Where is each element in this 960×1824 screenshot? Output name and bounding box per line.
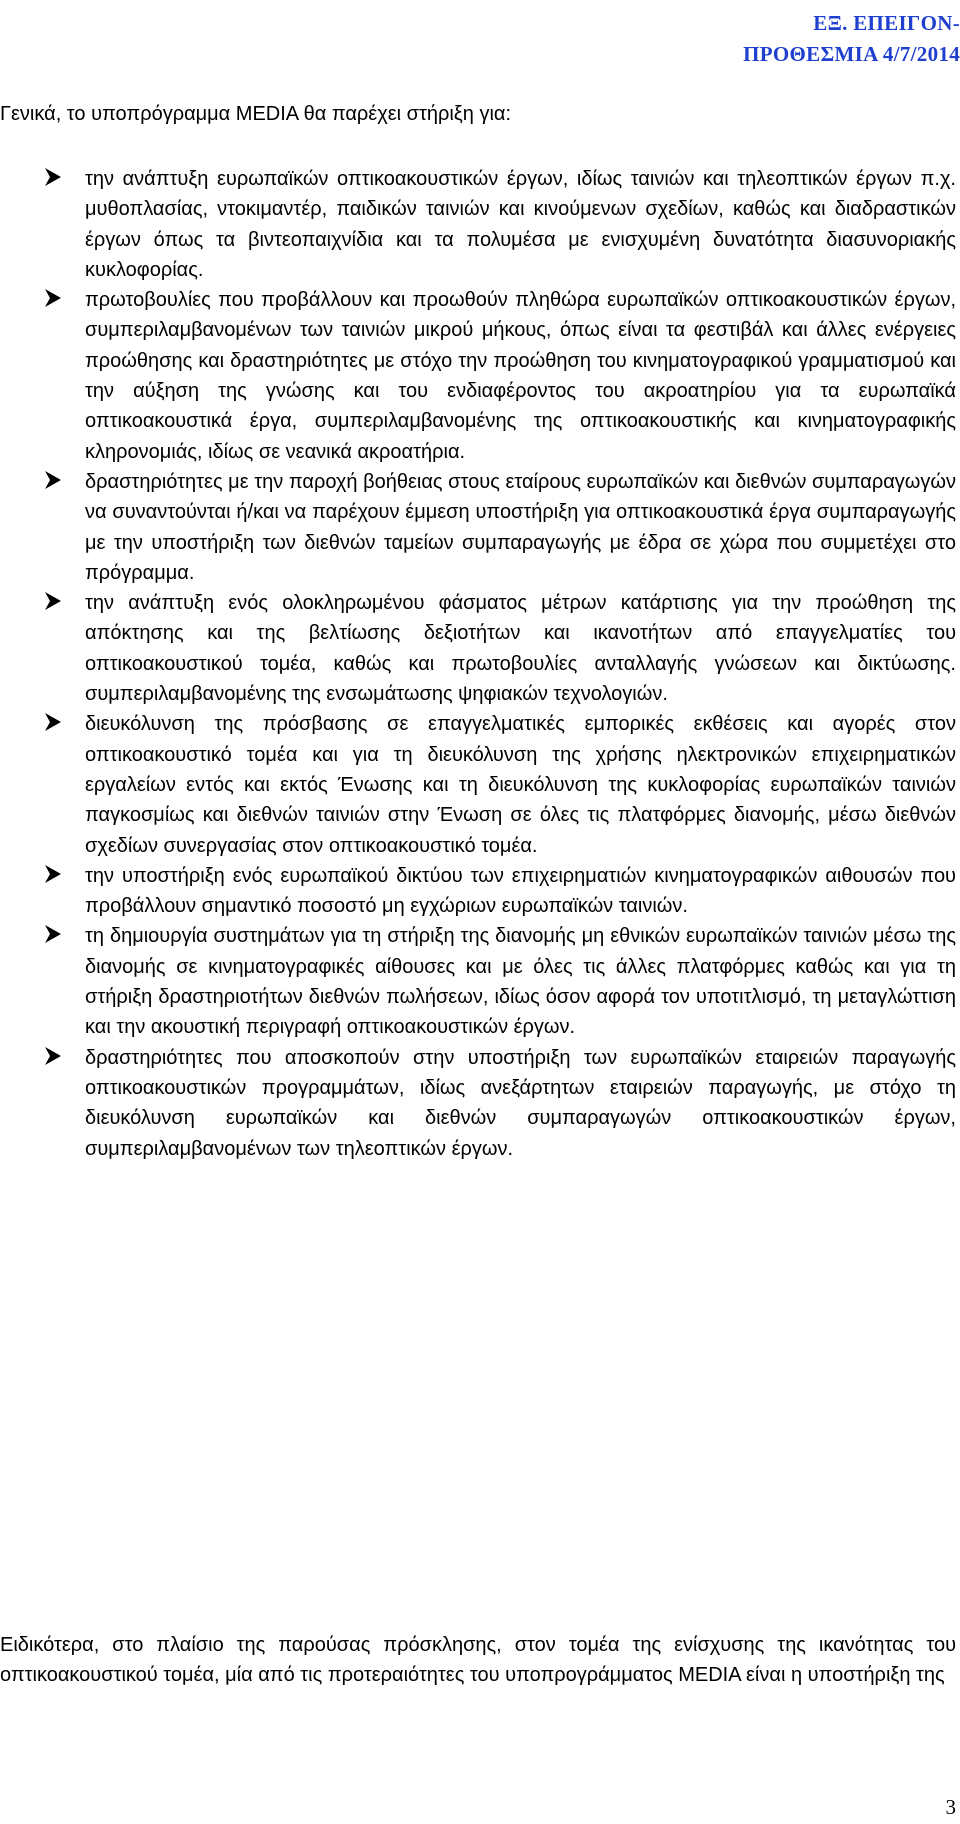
list-item xyxy=(0,467,956,588)
arrowhead-bullet-icon xyxy=(44,864,62,884)
page-number: 3 xyxy=(945,1795,956,1819)
arrowhead-bullet-icon xyxy=(44,712,62,732)
list-item xyxy=(0,921,956,1042)
closing-paragraph: Ειδικότερα, στο πλαίσιο της παρούσας πρόσκλησης, στον τομέα της ενίσχυσης της ικανότητας του οπτικοακουστικού τομέα, μία από τις προτεραιότητες του υποπρογράμματος MEDIA είναι η υποστήριξη της xyxy=(0,1634,956,1687)
list-item-text: την ανάπτυξη ενός ολοκληρωμένου φάσματος μέτρων κατάρτισης για την προώθηση της απόκτησης και της βελτίωσης δεξιοτήτων και ικανοτήτων από επαγγελματίες του οπτικοακουστικού τομέα, καθώς και πρωτοβουλίες ανταλλαγής γνώσεων και δικτύωσης. συμπεριλαμβανομένης της ενσωμάτωσης ψηφιακών τεχνολογιών. xyxy=(85,592,956,706)
support-list xyxy=(0,164,956,1164)
arrowhead-bullet-icon xyxy=(44,591,62,611)
list-item xyxy=(0,285,956,467)
list-item-text: την υποστήριξη ενός ευρωπαϊκού δικτύου των επιχειρηματιών κινηματογραφικών αιθουσών που προβάλλουν σημαντικό ποσοστό μη εγχώριων ευρωπαϊκών ταινιών. xyxy=(85,864,956,918)
arrowhead-bullet-icon xyxy=(44,167,62,187)
arrowhead-bullet-icon xyxy=(44,288,62,308)
list-item xyxy=(0,861,956,922)
arrowhead-bullet-icon xyxy=(44,470,62,490)
list-item-text: τη δημιουργία συστημάτων για τη στήριξη της διανομής μη εθνικών ευρωπαϊκών ταινιών μέσω της διανομής σε κινηματογραφικές αίθουσες και με όλες τις άλλες πλατφόρμες καθώς και για τη στήριξη δραστηριοτήτων διεθνών πωλήσεων, ιδίως όσον αφορά τον υποτιτλισμό, τη μεταγλώττιση και την ακουστική περιγραφή οπτικοακουστικών έργων. xyxy=(85,925,956,1039)
deadline-header xyxy=(660,8,960,70)
list-item-text: διευκόλυνση της πρόσβασης σε επαγγελματικές εμπορικές εκθέσεις και αγορές στον οπτικοακουστικό τομέα και για τη διευκόλυνση της χρήσης ηλεκτρονικών επιχειρηματικών εργαλείων εντός και εκτός Ένωσης και τη διευκόλυνση της κυκλοφορίας ευρωπαϊκών ταινιών παγκοσμίως και διεθνών ταινιών στην Ένωση σε όλες τις πλατφόρμες διανομής, μέσω διεθνών σχεδίων συνεργασίας στον οπτικοακουστικό τομέα. xyxy=(85,713,956,857)
list-item xyxy=(0,1043,956,1164)
deadline-header-line1: ΕΞ. ΕΠΕΙΓΟΝ- xyxy=(813,11,960,35)
list-item-text: την ανάπτυξη ευρωπαϊκών οπτικοακουστικών έργων, ιδίως ταινιών και τηλεοπτικών έργων π.χ. μυθοπλασίας, ντοκιμαντέρ, παιδικών ταινιών και κινούμενων σχεδίων, καθώς και διαδραστικών έργων όπως τα βιντεοπαιχνίδια και τα πολυμέσα με ενισχυμένη δυνατότητα διασυνοριακής κυκλοφορίας. xyxy=(85,168,956,281)
deadline-header-line2: ΠΡΟΘΕΣΜΙΑ 4/7/2014 xyxy=(743,42,960,66)
list-item xyxy=(0,709,956,860)
list-item xyxy=(0,588,956,709)
list-item xyxy=(0,164,956,285)
arrowhead-bullet-icon xyxy=(44,1046,62,1066)
list-item-text: πρωτοβουλίες που προβάλλουν και προωθούν πληθώρα ευρωπαϊκών οπτικοακουστικών έργων, συμπεριλαμβανομένων των ταινιών μικρού μήκους, όπως είναι τα φεστιβάλ και άλλες ενέργειες προώθησης και δραστηριότητες με στόχο την προώθηση του κινηματογραφικού γραμματισμού και την αύξηση της γνώσης και του ενδιαφέροντος του ακροατηρίου για τα ευρωπαϊκά οπτικοακουστικά έργα, συμπεριλαμβανομένης της οπτικοακουστικής και κινηματογραφικής κληρονομιάς, ιδίως σε νεανικά ακροατήρια. xyxy=(85,289,956,463)
list-item-text: δραστηριότητες με την παροχή βοήθειας στους εταίρους ευρωπαϊκών και διεθνών συμπαραγωγών να συναντούνται ή/και να παρέχουν έμμεση υποστήριξη για οπτικοακουστικά έργα συμπαραγωγής με την υποστήριξη των διεθνών ταμείων συμπαραγωγής με έδρα σε χώρα που συμμετέχει στο πρόγραμμα. xyxy=(85,470,956,584)
arrowhead-bullet-icon xyxy=(44,924,62,944)
intro-paragraph: Γενικά, το υποπρόγραμμα MEDIA θα παρέχει στήριξη για: xyxy=(0,103,512,125)
list-item-text: δραστηριότητες που αποσκοπούν στην υποστήριξη των ευρωπαϊκών εταιρειών παραγωγής οπτικοακουστικών προγραμμάτων, ιδίως ανεξάρτητων εταιρειών παραγωγής, με στόχο τη διευκόλυνση ευρωπαϊκών και διεθνών συμπαραγωγών οπτικοακουστικών έργων, συμπεριλαμβανομένων των τηλεοπτικών έργων. xyxy=(85,1046,956,1160)
